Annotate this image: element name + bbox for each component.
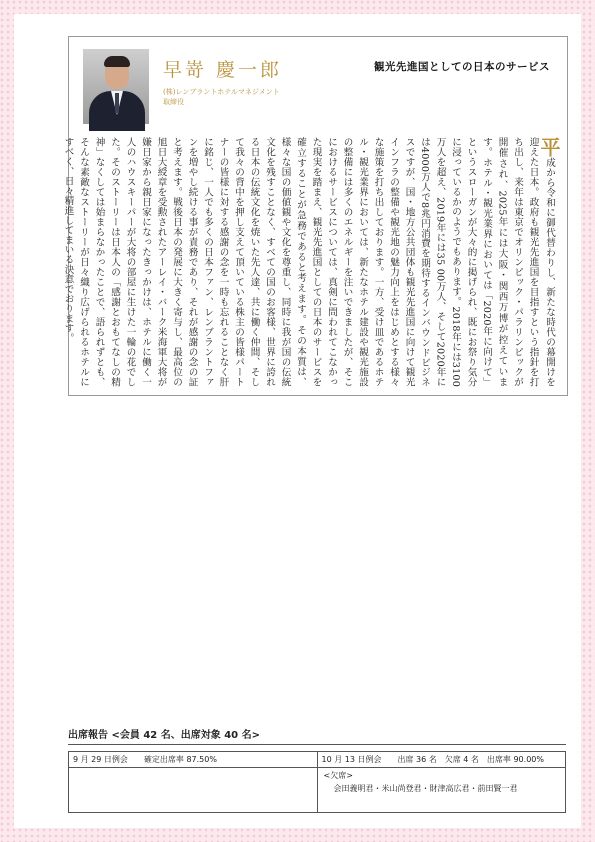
author-role: 取締役 <box>163 98 184 106</box>
attendance-table <box>68 751 566 813</box>
attendance-report-title: 出席報告 <会員 42 名、出席対象 40 名> <box>68 726 566 745</box>
attendance-right-cell <box>318 752 566 812</box>
absent-names: 会田義明君・米山尚登君・財津高広君・前田賢一君 <box>333 784 518 793</box>
drop-cap: 平 <box>537 137 561 158</box>
portrait-hair <box>104 56 130 67</box>
portrait-photo <box>83 49 149 124</box>
portrait-tie <box>115 93 119 113</box>
meeting-sep29-header: 9 月 29 日例会 確定出席率 87.50% <box>69 752 317 768</box>
attendance-left-cell <box>69 752 318 812</box>
article-body-text: 成から令和に御代替わりし、新たな時代の幕開けを迎えた日本。政府も観光先進国を目指すという指針を打ち出し、来年は東京でオリンピック・パラリンピックが開催され、2025年には大阪・関西万博が控えています。ホテル・観光業界においては「2020年に向けて」というスローガンが大々的に掲げられ、既にお祭り気分に浸っているかのようでもあります。2018年には3100万人を超え、2019年には35 00万人、そして2020年には4000万人で8兆円消費を期待するインバウンドビジネスですが、国・地方公共団体も観光先進国に向けて観光インフラの整備や観光地の魅力向上をはじめとする様々な施策を打ち出しております。一方、受け皿であるホテル・観光業界においては、新たなホテル建設や観光施設の整備には多くのエネルギーを注いできましたが、そこにおけるサービスについては、真剣に問われてこなかった現実を踏まえ、観光先進国としての日本のサービスを確立することが急務であると考えます。その本質は、様々な国の価値観や文化を尊重し、同時に我が国の伝統文化を残すことなく、すべての国のお客様、世界に誇れる日本の伝統文化を焼いた先人達、共に働く仲間、そして我々の背中を押し支えて頂いている株主の皆様パートナーの皆様に対する感謝の念を一時も忘れることなく肝に銘じ、一人でも多くの日本ファン、レンブラントファンを増やし続ける事が責務であり、それが感謝の念の証と考えます。戦後日本の発展に大きく寄与し、最高位の旭日大綬章を受勲されたアーレイ・バーク米海軍大将が嫌日家から親日家になったきっかけは、ホテルに働く一人のハウスキーパーが大将の部屋に生けた一輪の花でした。そのストーリーは日本人の「感謝とおもてなしの精神」なくしては始まらなかったことで、語られずとも、そんな素敵なストーリーが日々織り広げられるホテルにすべく、日々精進してまいる決意でおります。 <box>62 137 555 388</box>
member-speech-article <box>62 36 568 396</box>
article-body <box>62 137 561 388</box>
author-company: (株)レンブラントホテルマネジメント <box>163 88 280 96</box>
absent-heading: <欠席> <box>323 771 353 780</box>
attendance-report <box>68 726 566 813</box>
author-name: 早嵜 慶一郎 <box>163 59 283 81</box>
meeting-oct13-header: 10 月 13 日例会 出席 36 名 欠席 4 名 出席率 90.00% <box>318 752 566 768</box>
page-sheet <box>14 14 581 828</box>
article-headline: 観光先進国としての日本のサービス <box>374 61 550 73</box>
